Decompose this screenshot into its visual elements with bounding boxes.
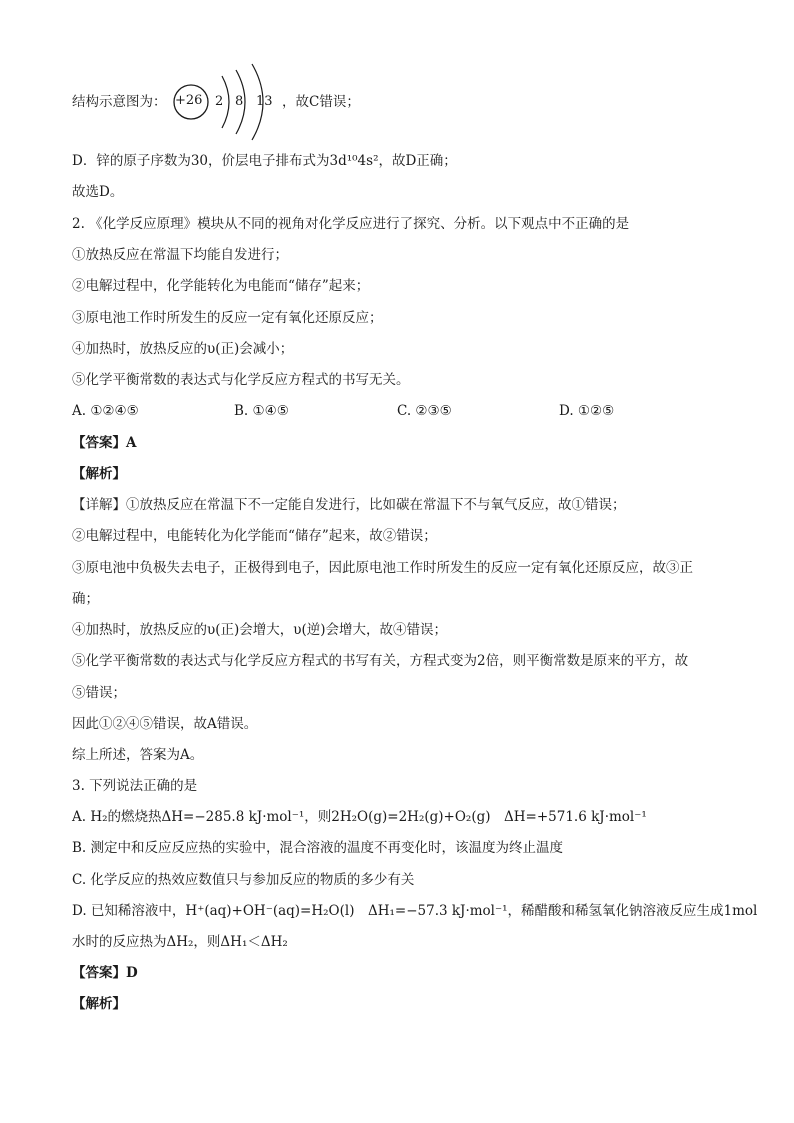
q1-option-d-explanation: D．锌的原子序数为30，价层电子排布式为3d¹⁰4s²，故D正确； [72,153,457,169]
q2-stem: 2. 《化学反应原理》模块从不同的视角对化学反应进行了探究、分析。以下观点中不正确的是 [72,216,630,232]
q2-detail-line-1: 【详解】①放热反应在常温下不一定能自发进行，比如碳在常温下不与氧气反应，故①错误； [72,497,626,513]
q3-stem: 3. 下列说法正确的是 [72,778,198,794]
q2-detail-line-5: ④加热时，放热反应的υ(正)会增大，υ(逆)会增大，故④错误； [72,622,447,638]
q2-statement-3: ③原电池工作时所发生的反应一定有氧化还原反应； [72,310,383,326]
q2-analysis-label: 【解析】 [72,466,126,482]
q2-statement-4: ④加热时，放热反应的υ(正)会减小； [72,341,294,357]
q2-option-c: C. ②③⑤ [397,403,452,419]
q3-option-a: A. H₂的燃烧热ΔH=−285.8 kJ·mol⁻¹，则2H₂O(g)=2H₂(g)+O₂(g) ΔH=+571.6 kJ·mol⁻¹ [72,809,647,825]
q3-option-b: B. 测定中和反应反应热的实验中，混合溶液的温度不再变化时，该温度为终止温度 [72,840,564,856]
q3-option-d: D. 已知稀溶液中，H⁺(aq)+OH⁻(aq)=H₂O(l) ΔH₁=−57.3 kJ·mol⁻¹，稀醋酸和稀氢氧化钠溶液反应生成1mol [72,903,758,919]
q2-option-d: D. ①②⑤ [559,403,615,419]
q2-option-b: B. ①④⑤ [234,403,289,419]
shell-electrons-3: 13 [256,94,273,109]
q2-detail-line-2: ②电解过程中，电能转化为化学能而“储存”起来，故②错误； [72,528,437,544]
q2-detail-line-4: 确； [72,591,99,607]
shell-electrons-1: 2 [215,94,224,109]
q2-option-a: A. ①②④⑤ [72,403,139,419]
q2-statement-5: ⑤化学平衡常数的表达式与化学反应方程式的书写无关。 [72,372,410,388]
q2-detail-line-9: 综上所述，答案为A。 [72,747,204,763]
q2-detail-line-3: ③原电池中负极失去电子，正极得到电子，因此原电池工作时所发生的反应一定有氧化还原反应，故③正 [72,560,693,576]
q3-option-c: C. 化学反应的热效应数值只与参加反应的物质的多少有关 [72,872,415,888]
structure-label: 结构示意图为： [72,94,167,110]
nucleus-charge: +26 [175,93,203,108]
q1-conclusion: 故选D。 [72,184,124,200]
q2-detail-line-7: ⑤错误； [72,685,126,701]
q2-statement-2: ②电解过程中，化学能转化为电能而“储存”起来； [72,278,370,294]
shell-electrons-2: 8 [235,94,244,109]
q2-statement-1: ①放热反应在常温下均能自发进行； [72,247,288,263]
q3-answer: 【答案】D [72,965,138,981]
structure-suffix: ，故C错误； [282,94,360,110]
q3-analysis-label: 【解析】 [72,996,126,1012]
q3-option-d-continued: 水时的反应热为ΔH₂，则ΔH₁＜ΔH₂ [72,934,288,950]
q2-answer: 【答案】A [72,435,137,451]
q2-detail-line-6: ⑤化学平衡常数的表达式与化学反应方程式的书写有关，方程式变为2倍，则平衡常数是原来的平方，故 [72,653,689,669]
q2-detail-line-8: 因此①②④⑤错误，故A错误。 [72,716,258,732]
